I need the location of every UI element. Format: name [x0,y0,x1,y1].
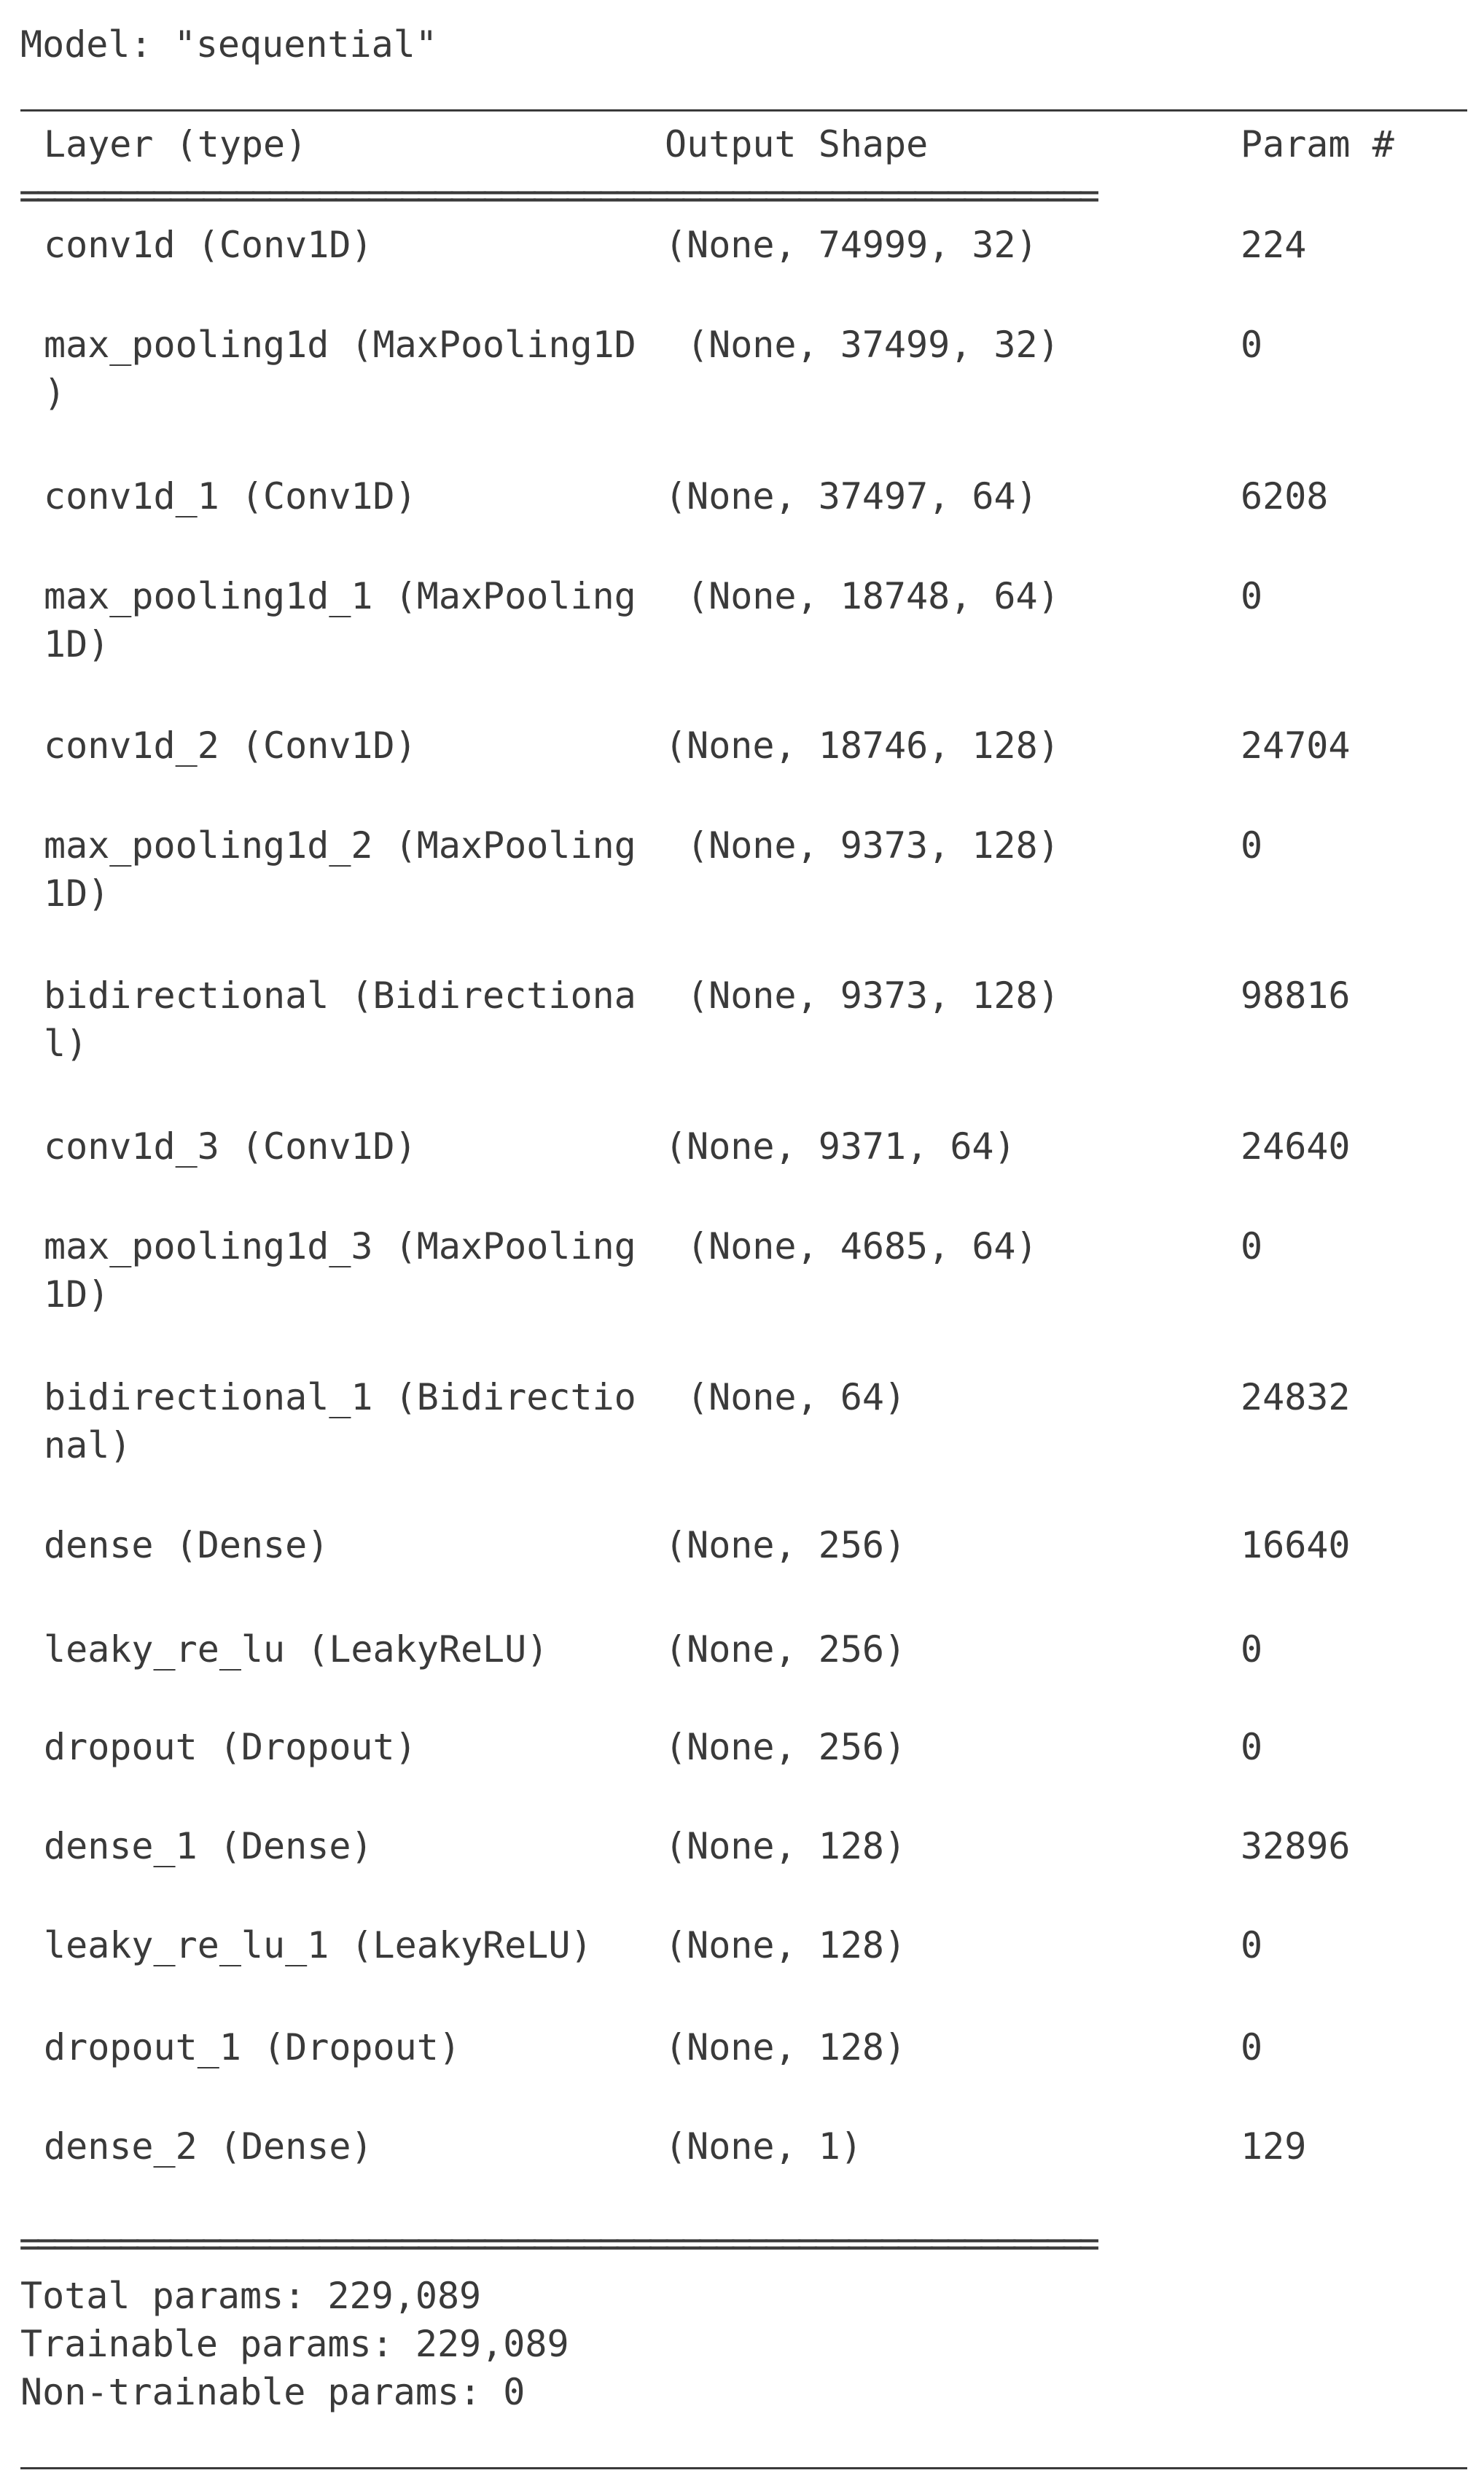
output-shape: (None, 18746, 128) [665,724,1060,767]
layer-name: dense_1 (Dense) [44,1825,373,1867]
layer-name: dense (Dense) [44,1524,329,1566]
non-trainable-params: Non-trainable params: 0 [20,2371,526,2413]
layer-name: max_pooling1d_1 (MaxPooling [44,575,636,617]
header-param-count: Param # [1241,123,1394,165]
top-rule [20,109,1467,112]
output-shape: (None, 9373, 128) [687,824,1060,867]
layer-name-continuation: l) [44,1023,88,1065]
layer-name: conv1d_1 (Conv1D) [44,475,417,517]
param-count: 0 [1241,1726,1263,1768]
output-shape: (None, 9371, 64) [665,1125,1016,1168]
layer-name-continuation: nal) [44,1424,132,1466]
param-count: 24832 [1241,1376,1351,1418]
bottom-rule [20,2467,1467,2469]
output-shape: (None, 256) [665,1524,907,1566]
footer-separator: ================================================================= [19,2229,1095,2258]
layer-name: max_pooling1d_3 (MaxPooling [44,1225,636,1267]
output-shape: (None, 4685, 64) [687,1225,1038,1267]
param-count: 0 [1241,2026,1263,2068]
output-shape: (None, 128) [665,1924,907,1966]
layer-name-continuation: 1D) [44,1273,110,1316]
layer-name-continuation: ) [44,372,66,414]
param-count: 16640 [1241,1524,1351,1566]
layer-name-continuation: 1D) [44,872,110,915]
layer-name: conv1d_2 (Conv1D) [44,724,417,767]
param-count: 0 [1241,324,1263,366]
param-count: 0 [1241,1225,1263,1267]
output-shape: (None, 128) [665,1825,907,1867]
layer-name-continuation: 1D) [44,623,110,665]
layer-name: conv1d (Conv1D) [44,224,373,266]
param-count: 129 [1241,2125,1307,2168]
param-count: 6208 [1241,475,1329,517]
param-count: 0 [1241,1924,1263,1966]
header-output-shape: Output Shape [665,123,929,165]
output-shape: (None, 37499, 32) [687,324,1060,366]
param-count: 24640 [1241,1125,1351,1168]
output-shape: (None, 74999, 32) [665,224,1038,266]
total-params: Total params: 229,089 [20,2275,482,2317]
output-shape: (None, 18748, 64) [687,575,1060,617]
layer-name: leaky_re_lu (LeakyReLU) [44,1628,549,1671]
output-shape: (None, 1) [665,2125,862,2168]
output-shape: (None, 128) [665,2026,907,2068]
layer-name: bidirectional_1 (Bidirectio [44,1376,636,1418]
layer-name: bidirectional (Bidirectiona [44,974,636,1017]
layer-name: conv1d_3 (Conv1D) [44,1125,417,1168]
trainable-params: Trainable params: 229,089 [20,2323,569,2365]
param-count: 0 [1241,1628,1263,1671]
output-shape: (None, 256) [665,1628,907,1671]
layer-name: max_pooling1d_2 (MaxPooling [44,824,636,867]
layer-name: dropout_1 (Dropout) [44,2026,461,2068]
header-layer-type: Layer (type) [44,123,308,165]
output-shape: (None, 256) [665,1726,907,1768]
param-count: 24704 [1241,724,1351,767]
layer-name: leaky_re_lu_1 (LeakyReLU) [44,1924,593,1966]
model-title: Model: "sequential" [20,23,437,66]
output-shape: (None, 9373, 128) [687,974,1060,1017]
output-shape: (None, 37497, 64) [665,475,1038,517]
header-separator: ================================================================= [19,181,1095,210]
param-count: 0 [1241,824,1263,867]
output-shape: (None, 64) [687,1376,907,1418]
layer-name: max_pooling1d (MaxPooling1D [44,324,636,366]
layer-name: dense_2 (Dense) [44,2125,373,2168]
param-count: 32896 [1241,1825,1351,1867]
param-count: 0 [1241,575,1263,617]
param-count: 98816 [1241,974,1351,1017]
param-count: 224 [1241,224,1307,266]
layer-name: dropout (Dropout) [44,1726,417,1768]
